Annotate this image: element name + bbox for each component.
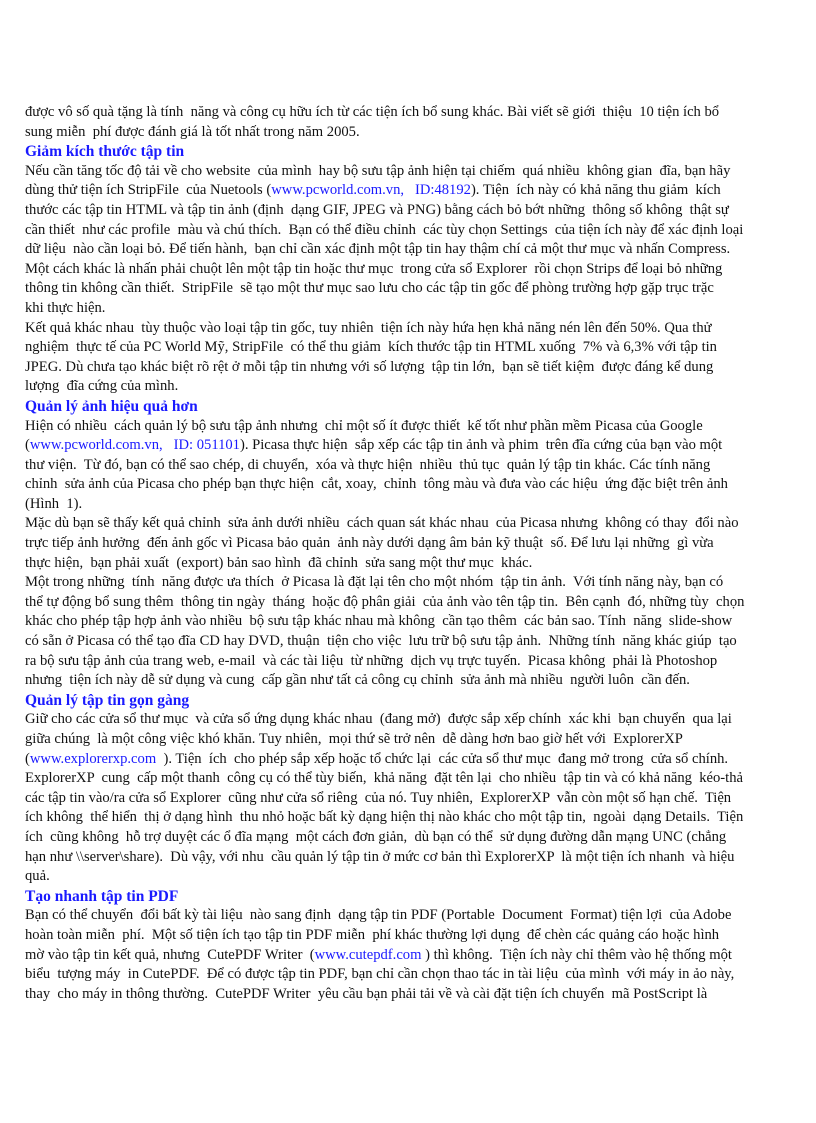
text-line	[25, 867, 805, 887]
text-span: Hiện có nhiều cách quản lý bộ sưu tập ảnh nhưng chỉ một số ít được thiết kế tốt như phần mềm Picasa của Google	[25, 417, 703, 434]
text-line	[25, 436, 805, 456]
text-span: (Hình 1).	[25, 495, 83, 512]
text-line	[25, 456, 805, 476]
text-span: Giữ cho các cửa sổ thư mục và cửa sổ ứng dụng khác nhau (đang mở) được sắp xếp chính xác khi bạn chuyển qua lại	[25, 711, 732, 728]
text-span: quả.	[25, 868, 50, 885]
text-span: thay cho máy in thông thường. CutePDF Writer yêu cầu bạn phải tải về và cài đặt tiện ích chuyển mã PostScript là	[25, 985, 708, 1002]
text-line	[25, 377, 805, 397]
text-line	[25, 671, 805, 691]
text-line	[25, 299, 805, 319]
text-span: ). Tiện ích cho phép sắp xếp hoặc tổ chức lại các cửa sổ thư mục đang mở trong cửa sổ chính.	[156, 750, 729, 767]
text-span: thông tin không cần thiết. StripFile sẽ tạo một thư mục sao lưu cho các tập tin gốc để phòng trường hợp gặp trục trặc	[25, 280, 714, 297]
text-span: hạn như \\server\share). Dù vậy, với nhu cầu quản lý tập tin ở mức cơ bản thì ExplorerXP là một tiện ích nhanh và hiệu	[25, 848, 735, 865]
text-span: sung miễn phí được đánh giá là tốt nhất trong năm 2005.	[25, 123, 360, 140]
paragraph	[25, 514, 805, 573]
text-line	[25, 260, 805, 280]
text-span: khi thực hiện.	[25, 299, 106, 316]
text-line	[25, 769, 805, 789]
text-span: cần thiết như các profile màu và chú thích. Bạn có thể điều chỉnh các tùy chọn Settings của tiện ích này để xác định loại	[25, 221, 744, 238]
text-span: biểu tượng máy in CutePDF. Để có được tập tin PDF, bạn chỉ cần chọn thao tác in tài liệu của mình với máy in ảo này,	[25, 966, 735, 983]
text-span: có sẵn ở Picasa có thể tạo đĩa CD hay DVD, thuận tiện cho việc lưu trữ bộ sưu tập ảnh. Những tính năng khác giúp tạo	[25, 633, 737, 650]
text-line	[25, 730, 805, 750]
paragraph	[25, 319, 805, 397]
text-span: ra bộ sưu tập ảnh của trang web, e-mail và các tài liệu từ những dịch vụ trực tuyến. Picasa không phải là Photoshop	[25, 652, 718, 669]
paragraph	[25, 162, 805, 319]
text-span: Nếu cần tăng tốc độ tải về cho website của mình hay bộ sưu tập ảnh hiện tại chiếm quá nhiều không gian đĩa, bạn hãy	[25, 162, 731, 179]
paragraph	[25, 103, 805, 142]
text-line	[25, 848, 805, 868]
text-span: giữa chúng là một công việc khó khăn. Tuy nhiên, mọi thứ sẽ trở nên dễ dàng hơn bao giờ hết với ExplorerXP	[25, 731, 683, 747]
text-span: khác cho phép tập hợp ảnh vào nhiều bộ sưu tập khác nhau mà không cần tạo thêm các bản sao. Tính năng slide-show	[25, 613, 733, 630]
text-span: thư viện. Từ đó, bạn có thể sao chép, di chuyển, xóa và thực hiện nhiều thủ tục quản lý tập tin khác. Các tính năng	[25, 456, 711, 473]
text-line	[25, 417, 805, 437]
section-heading: Quản lý tập tin gọn gàng	[25, 691, 190, 709]
text-span: lượng đĩa cứng của mình.	[25, 378, 179, 395]
text-span: dữ liệu nào cần loại bỏ. Để tiến hành, bạn chỉ cần xác định một tập tin hay thậm chí cả một thư mục và nhấn Compress.	[25, 241, 731, 258]
text-line	[25, 514, 805, 534]
text-span: dùng thử tiện ích StripFile của Nuetools (	[25, 182, 272, 199]
hyperlink[interactable]: www.pcworld.com.vn, ID: 051101	[29, 437, 240, 454]
text-span: Một trong những tính năng được ưa thích ở Picasa là đặt lại tên cho một nhóm tập tin ảnh. Với tính năng này, bạn có	[25, 574, 724, 591]
text-span: mờ vào tập tin kết quả, nhưng CutePDF Writer (	[25, 946, 315, 963]
text-line	[25, 279, 805, 299]
text-span: ). Tiện ích này có khả năng thu giảm kích	[470, 182, 721, 199]
text-line	[25, 162, 805, 182]
text-line	[25, 221, 805, 241]
text-line	[25, 358, 805, 378]
text-line	[25, 534, 805, 554]
section-heading: Tạo nhanh tập tin PDF	[25, 887, 179, 905]
text-line	[25, 789, 805, 809]
text-span: (	[25, 437, 30, 454]
paragraph	[25, 573, 805, 691]
text-span: được vô số quà tặng là tính năng và công cụ hữu ích từ các tiện ích bổ sung khác. Bài viết sẽ giới thiệu 10 tiện ích bổ	[25, 104, 720, 120]
paragraph	[25, 417, 805, 515]
text-span: ích cũng không hỗ trợ duyệt các ổ đĩa mạng một cách đơn giản, dù bạn có thể sử dụng đường dẫn mạng UNC (chẳng	[25, 828, 727, 845]
text-line	[25, 103, 805, 123]
paragraph	[25, 906, 805, 1004]
text-span: ích không thể hiển thị ở dạng hình thu nhỏ hoặc bất kỳ dạng hiện thị nào khác cho một tập tin, ngoài dạng Details. Tiện	[25, 809, 744, 826]
text-line	[25, 906, 805, 926]
text-span: Một cách khác là nhấn phải chuột lên một tập tin hoặc thư mục trong cửa sổ Explorer rồi chọn Strips để loại bỏ những	[25, 260, 723, 277]
section-heading: Quản lý ảnh hiệu quả hơn	[25, 397, 198, 415]
text-line	[25, 573, 805, 593]
text-line	[25, 554, 805, 574]
hyperlink[interactable]: www.pcworld.com.vn, ID:48192	[271, 182, 471, 199]
text-span: ExplorerXP cung cấp một thanh công cụ có thể tùy biến, khả năng đặt tên lại cho nhiều tập tin và có khả năng kéo-thả	[25, 770, 743, 787]
text-span: JPEG. Dù chưa tạo khác biệt rõ rệt ở mỗi tập tin nhưng với số lượng tập tin lớn, bạn sẽ tiết kiệm được đáng kể dung	[25, 358, 714, 375]
text-line	[25, 495, 805, 515]
text-line	[25, 926, 805, 946]
text-line	[25, 240, 805, 260]
text-span: (	[25, 750, 30, 767]
text-line	[25, 710, 805, 730]
text-span: nghiệm thực tế của PC World Mỹ, StripFile có thể thu giảm kích thước tập tin HTML xuống 7% và 6,3% với tập tin	[25, 339, 717, 356]
document-body	[25, 103, 805, 1004]
text-span: thể tự động bổ sung thêm thông tin ngày tháng hoặc độ phân giải của ảnh vào tên tập tin. Bên cạnh đó, những tùy chọn	[25, 593, 745, 610]
text-line	[25, 946, 805, 966]
text-span: thước các tập tin HTML và tập tin ảnh (định dạng GIF, JPEG và PNG) bằng cách bỏ bớt những thông số không thật sự	[25, 201, 729, 218]
text-line	[25, 593, 805, 613]
text-line	[25, 828, 805, 848]
text-span: hoàn toàn miễn phí. Một số tiện ích tạo tập tin PDF miễn phí khác thường lợi dụng để chèn các quảng cáo hoặc hình	[25, 926, 720, 943]
text-span: ) thì không. Tiện ích này chỉ thêm vào hệ thống một	[421, 946, 732, 963]
text-line	[25, 632, 805, 652]
hyperlink[interactable]: www.cutepdf.com	[314, 946, 422, 963]
text-line	[25, 181, 805, 201]
text-line	[25, 475, 805, 495]
hyperlink[interactable]: www.explorerxp.com	[29, 750, 157, 767]
text-line	[25, 808, 805, 828]
text-span: trực tiếp ảnh hưởng đến ảnh gốc vì Picasa bảo quản ảnh này dưới dạng âm bản kỹ thuật số. Để lưu lại những gì vừa	[25, 535, 714, 552]
text-line	[25, 319, 805, 339]
text-line	[25, 652, 805, 672]
paragraph	[25, 710, 805, 886]
text-line	[25, 750, 805, 770]
text-span: Mặc dù bạn sẽ thấy kết quả chỉnh sửa ảnh dưới nhiều cách quan sát khác nhau của Picasa nhưng không có thay đổi nào	[25, 515, 739, 532]
text-span: thực hiện, bạn phải xuất (export) bản sao hình đã chỉnh sửa sang một thư mục khác.	[25, 554, 533, 571]
text-span: ). Picasa thực hiện sắp xếp các tập tin ảnh và phim trên đĩa cứng của bạn vào một	[239, 437, 723, 454]
section-heading: Giảm kích thước tập tin	[25, 143, 185, 161]
text-span: Bạn có thể chuyển đổi bất kỳ tài liệu nào sang định dạng tập tin PDF (Portable Document Format) tiện lợi của Adobe	[25, 907, 732, 924]
text-span: các tập tin vào/ra cửa sổ Explorer cũng như cửa sổ riêng của nó. Tuy nhiên, ExplorerXP vẫn còn một số hạn chế. Tiện	[25, 789, 732, 806]
text-line	[25, 965, 805, 985]
text-line	[25, 338, 805, 358]
text-line	[25, 123, 805, 143]
text-span: chỉnh sửa ảnh của Picasa cho phép bạn thực hiện cắt, xoay, chỉnh tông màu và đưa vào các hiệu ứng đặc biệt trên ảnh	[25, 476, 728, 493]
text-span: Kết quả khác nhau tùy thuộc vào loại tập tin gốc, tuy nhiên tiện ích này hứa hẹn khả năng nén lên đến 50%. Qua thử	[25, 319, 712, 336]
text-span: nhưng tiện ích này dễ sử dụng và cung cấp gần như tất cả công cụ chỉnh sửa ảnh mà nhiều người luôn cần đến.	[25, 672, 690, 689]
text-line	[25, 985, 805, 1005]
text-line	[25, 612, 805, 632]
text-line	[25, 201, 805, 221]
